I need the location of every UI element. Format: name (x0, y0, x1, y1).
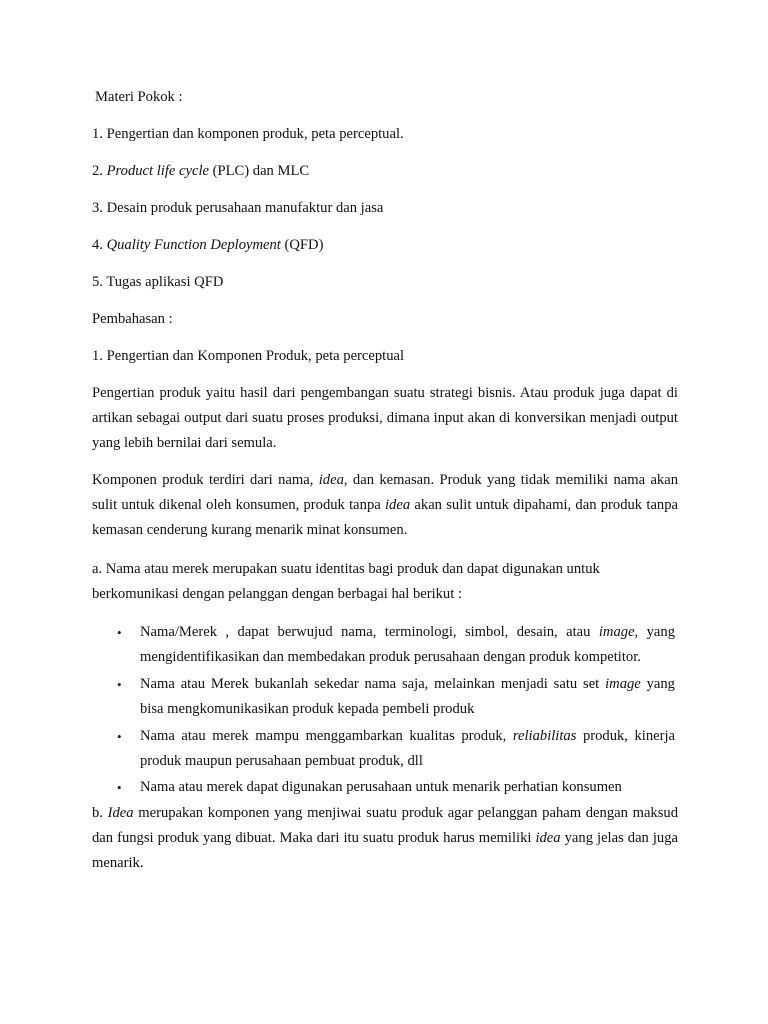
bullet-text: produk, kinerja produk maupun perusahaan pembuat produk, dll (140, 728, 675, 769)
bullet-symbol: • (117, 625, 122, 640)
paragraph-nama-merek: a. Nama atau merek merupakan suatu identitas bagi produk dan dapat digunakan untuk berkomunikasi dengan pelanggan dengan berbagai hal berikut : (92, 561, 600, 602)
bullet-text: Nama atau merek dapat digunakan perusahaan untuk menarik perhatian konsumen (140, 779, 622, 795)
paragraph-idea (92, 801, 678, 876)
pembahasan-heading: Pembahasan : (92, 311, 173, 327)
materi-item-5 (92, 273, 223, 291)
paragraph-text: Komponen produk terdiri dari nama, (92, 472, 319, 488)
materi-item-number: 4. (92, 237, 107, 253)
materi-item-3 (92, 199, 383, 217)
materi-item-number: 2. (92, 163, 107, 179)
bullet-symbol: • (117, 780, 122, 795)
paragraph-italic: Idea (107, 805, 134, 821)
bullet-item-2 (140, 672, 675, 722)
materi-item-text: (PLC) dan MLC (208, 163, 310, 179)
bullet-symbol: • (117, 729, 122, 744)
paragraph-pengertian: Pengertian produk yaitu hasil dari pengembangan suatu strategi bisnis. Atau produk juga dapat di artikan sebagai output dari suatu proses produksi, dimana input akan di konversikan menjadi output yang lebih bernilai dari semula. (92, 385, 678, 451)
paragraph-text: , dan kemasan. Produk yang tidak memiliki nama akan sulit untuk dikenal oleh konsumen, produk tanpa (92, 472, 678, 513)
paragraph-text: b. (92, 805, 108, 821)
paragraph-italic: idea (318, 472, 344, 488)
bullet-text: Nama atau Merek bukanlah sekedar nama saja, melainkan menjadi satu set (140, 676, 606, 692)
bullet-text: Nama/Merek , dapat berwujud nama, terminologi, simbol, desain, atau (140, 624, 599, 640)
paragraph-text: merupakan komponen yang menjiwai suatu produk agar pelanggan paham dengan maksud dan fungsi produk yang dibuat. Maka dari itu suatu produk harus memiliki (92, 805, 679, 846)
bullet-symbol: • (117, 677, 122, 692)
section-title: 1. Pengertian dan Komponen Produk, peta perceptual (92, 348, 405, 364)
bullet-text: , yang mengidentifikasikan dan membedakan produk perusahaan dengan produk kompetitor. (140, 624, 675, 665)
materi-item-text: 5. Tugas aplikasi QFD (92, 274, 224, 290)
materi-item-italic: Quality Function Deployment (106, 237, 281, 253)
materi-item-2 (92, 162, 309, 180)
paragraph-text: yang jelas dan juga menarik. (92, 830, 678, 871)
paragraph-italic: idea (385, 497, 411, 513)
bullet-text: Nama atau merek mampu menggambarkan kualitas produk, (140, 728, 513, 744)
bullet-italic: image (598, 624, 635, 640)
materi-item-italic: Product life cycle (106, 163, 209, 179)
materi-heading: Materi Pokok : (95, 89, 183, 105)
bullet-italic: reliabilitas (512, 728, 577, 744)
paragraph-text: akan sulit untuk dipahami, dan produk tanpa kemasan cenderung kurang menarik minat konsumen. (92, 497, 678, 538)
materi-item-1 (92, 125, 404, 143)
bullet-text: yang bisa mengkomunikasikan produk kepada pembeli produk (140, 676, 675, 717)
materi-item-text: (QFD) (280, 237, 324, 253)
materi-item-text: 1. Pengertian dan komponen produk, peta perceptual. (92, 126, 404, 142)
bullet-item-4 (140, 775, 675, 800)
paragraph-italic: idea (535, 830, 561, 846)
bullet-item-3 (140, 724, 675, 774)
paragraph-komponen (92, 468, 678, 543)
materi-item-4 (92, 236, 323, 254)
bullet-italic: image (605, 676, 641, 692)
bullet-item-1 (140, 620, 675, 670)
materi-item-text: 3. Desain produk perusahaan manufaktur dan jasa (92, 200, 384, 216)
